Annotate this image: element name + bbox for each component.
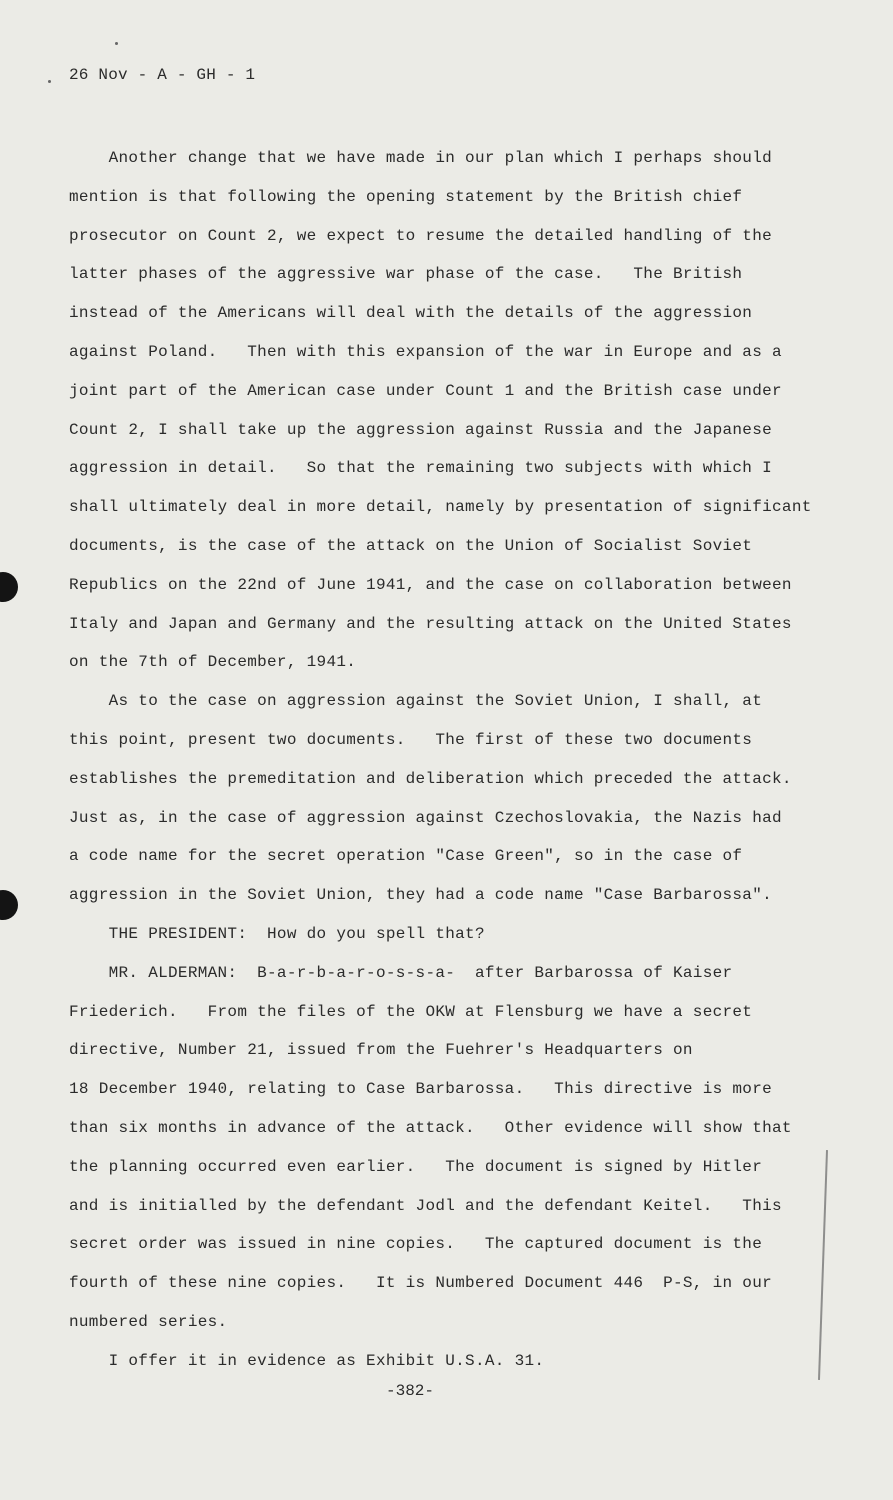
text-line: against Poland. Then with this expansion of the war in Europe and as a	[69, 343, 782, 361]
text-line: documents, is the case of the attack on the Union of Socialist Soviet	[69, 537, 753, 555]
text-line: numbered series.	[69, 1313, 228, 1331]
text-line: Italy and Japan and Germany and the resulting attack on the United States	[69, 615, 792, 633]
text-line: mention is that following the opening statement by the British chief	[69, 188, 743, 206]
text-line: Republics on the 22nd of June 1941, and the case on collaboration between	[69, 576, 792, 594]
text-line: Just as, in the case of aggression against Czechoslovakia, the Nazis had	[69, 809, 782, 827]
punch-hole-upper	[0, 572, 18, 602]
document-reference: 26 Nov - A - GH - 1	[69, 66, 256, 84]
text-line: secret order was issued in nine copies. The captured document is the	[69, 1235, 763, 1253]
text-line: instead of the Americans will deal with the details of the aggression	[69, 304, 753, 322]
text-line: the planning occurred even earlier. The document is signed by Hitler	[69, 1158, 763, 1176]
text-line: latter phases of the aggressive war phase of the case. The British	[69, 265, 743, 283]
text-line: Friederich. From the files of the OKW at Flensburg we have a secret	[69, 1003, 753, 1021]
text-line: fourth of these nine copies. It is Numbered Document 446 P-S, in our	[69, 1274, 773, 1292]
text-line: a code name for the secret operation "Case Green", so in the case of	[69, 847, 743, 865]
text-line: As to the case on aggression against the Soviet Union, I shall, at	[69, 692, 763, 710]
page-number: -382-	[386, 1382, 435, 1400]
text-line: than six months in advance of the attack. Other evidence will show that	[69, 1119, 792, 1137]
text-line: I offer it in evidence as Exhibit U.S.A. 31.	[69, 1352, 545, 1370]
punch-hole-lower	[0, 890, 18, 920]
text-line: 18 December 1940, relating to Case Barbarossa. This directive is more	[69, 1080, 773, 1098]
text-line: MR. ALDERMAN: B-a-r-b-a-r-o-s-s-a- after Barbarossa of Kaiser	[69, 964, 733, 982]
text-line: THE PRESIDENT: How do you spell that?	[69, 925, 485, 943]
margin-pencil-line	[818, 1150, 828, 1380]
text-line: on the 7th of December, 1941.	[69, 653, 357, 671]
paper-speck	[115, 42, 118, 45]
text-line: Count 2, I shall take up the aggression against Russia and the Japanese	[69, 421, 773, 439]
text-line: Another change that we have made in our plan which I perhaps should	[69, 149, 773, 167]
text-line: shall ultimately deal in more detail, namely by presentation of significant	[69, 498, 812, 516]
text-line: joint part of the American case under Count 1 and the British case under	[69, 382, 782, 400]
text-line: and is initialled by the defendant Jodl and the defendant Keitel. This	[69, 1197, 782, 1215]
text-line: aggression in the Soviet Union, they had a code name "Case Barbarossa".	[69, 886, 773, 904]
text-line: directive, Number 21, issued from the Fuehrer's Headquarters on	[69, 1041, 693, 1059]
paper-speck	[48, 80, 51, 83]
text-line: establishes the premeditation and deliberation which preceded the attack.	[69, 770, 792, 788]
text-line: aggression in detail. So that the remaining two subjects with which I	[69, 459, 773, 477]
text-line: this point, present two documents. The first of these two documents	[69, 731, 753, 749]
text-line: prosecutor on Count 2, we expect to resume the detailed handling of the	[69, 227, 773, 245]
